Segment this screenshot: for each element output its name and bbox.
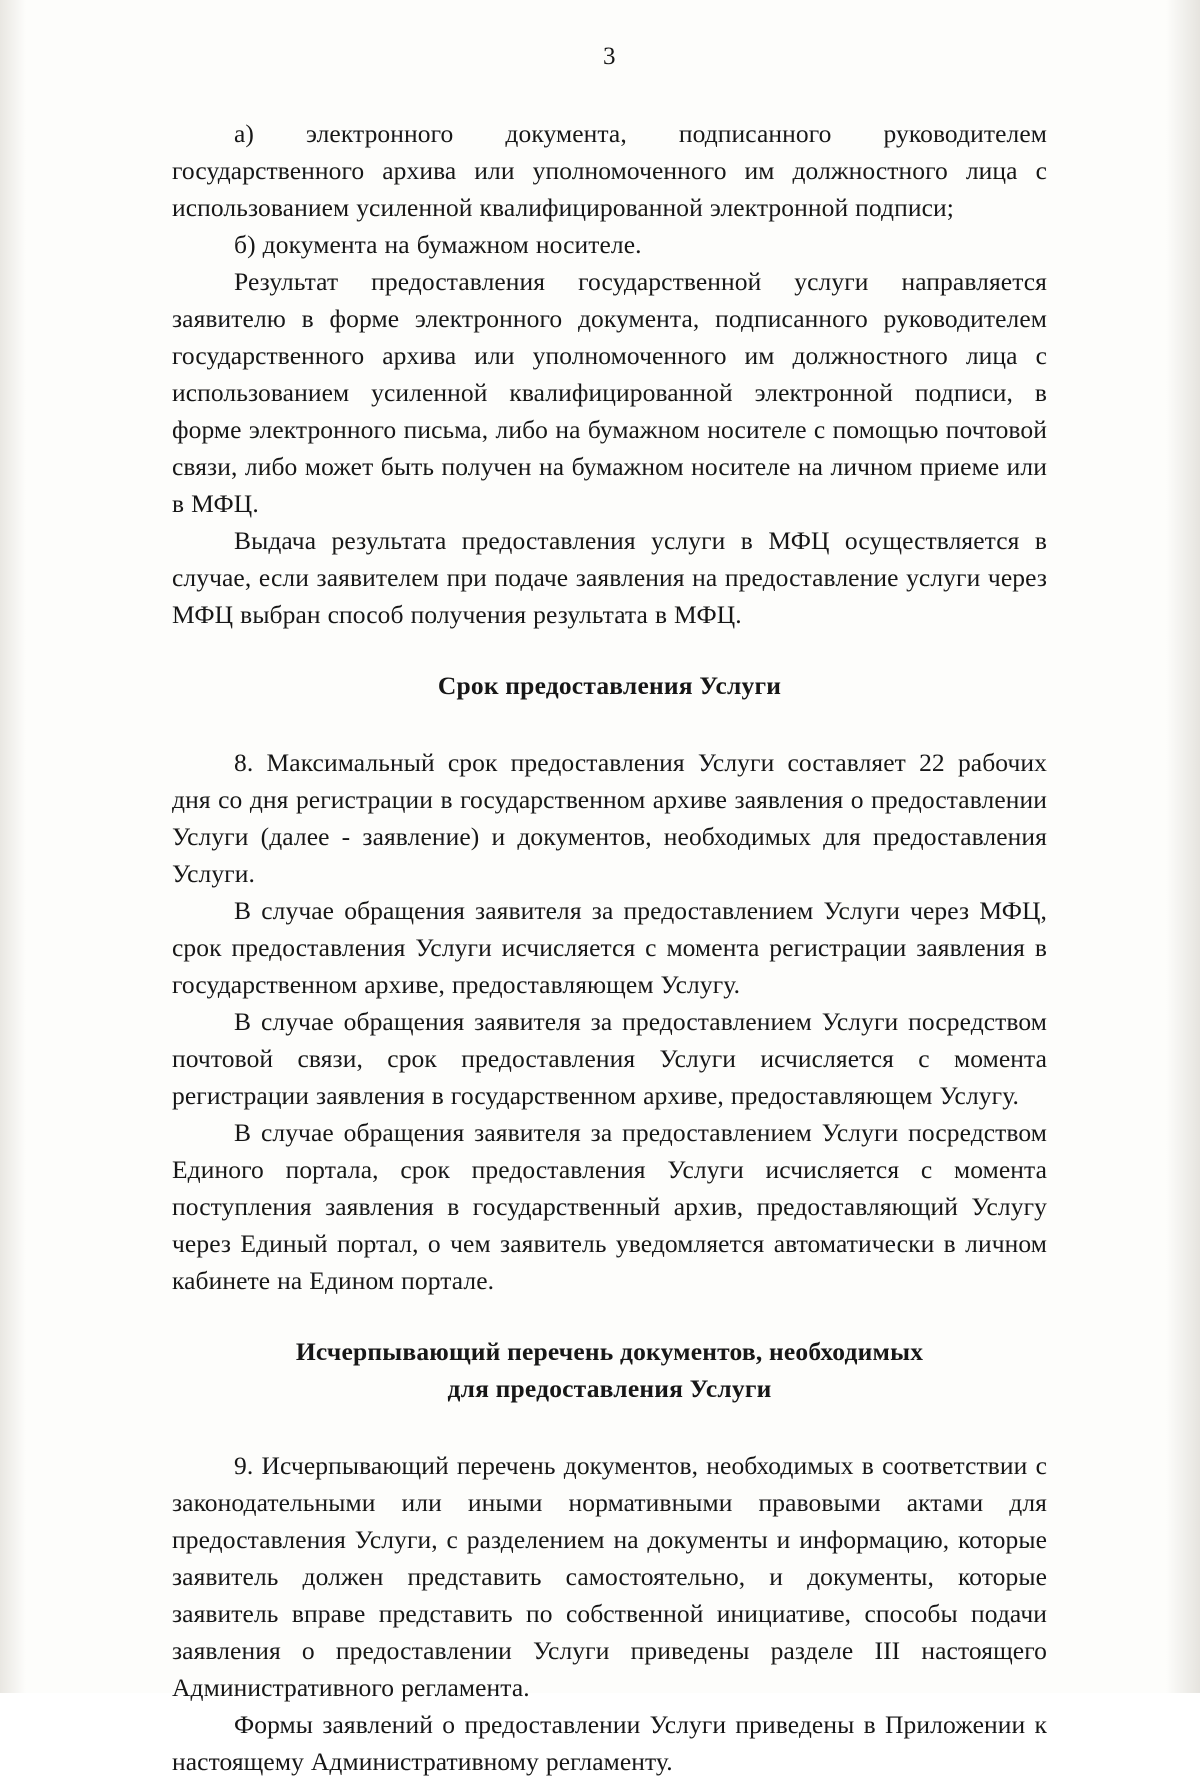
- spacer: [172, 704, 1047, 744]
- paragraph-item-a: а) электронного документа, подписанного руководителем государственного архива или уполномоченного им должностного лица с использованием усиленной квалифицированной электронной подписи;: [172, 119, 1047, 222]
- spacer: [172, 633, 1047, 667]
- paragraph-term-mfc: В случае обращения заявителя за предоставлением Услуги через МФЦ, срок предоставления Услуги исчисляется с момента регистрации заявления в государственном архиве, предоставляющем Услугу.: [172, 896, 1047, 999]
- heading-service-term: Срок предоставления Услуги: [437, 671, 782, 700]
- paragraph-item-b: б) документа на бумажном носителе.: [234, 230, 642, 259]
- page-number: 3: [603, 43, 616, 70]
- page-content: [172, 44, 1047, 1780]
- paragraph-term-post: В случае обращения заявителя за предоставлением Услуги посредством почтовой связи, срок предоставления Услуги исчисляется с момента регистрации заявления в государственном архиве, предоставляющем Услугу.: [172, 1007, 1047, 1110]
- paragraph-mfc-issue: Выдача результата предоставления услуги в МФЦ осуществляется в случае, если заявителем при подаче заявления на предоставление услуги через МФЦ выбран способ получения результата в МФЦ.: [172, 526, 1047, 629]
- spacer: [172, 1299, 1047, 1333]
- heading-documents-list-line-1: Исчерпывающий перечень документов, необходимых: [295, 1337, 924, 1366]
- spacer: [172, 1407, 1047, 1447]
- paragraph-term-portal: В случае обращения заявителя за предоставлением Услуги посредством Единого портала, срок предоставления Услуги исчисляется с момента поступления заявления в государственный архив, предоставляющий Услугу через Единый портал, о чем заявитель уведомляется автоматически в личном кабинете на Едином портале.: [172, 1118, 1047, 1295]
- heading-documents-list-line-2: для предоставления Услуги: [447, 1374, 772, 1403]
- paragraph-clause-8: 8. Максимальный срок предоставления Услуги составляет 22 рабочих дня со дня регистрации в государственном архиве заявления о предоставлении Услуги (далее - заявление) и документов, необходимых для предоставления Услуги.: [172, 748, 1047, 888]
- paragraph-clause-9: 9. Исчерпывающий перечень документов, необходимых в соответствии с законодательными или иными нормативными правовыми актами для предоставления Услуги, с разделением на документы и информацию, которые заявитель должен представить самостоятельно, и документы, которые заявитель вправе представить по собственной инициативе, способы подачи заявления о предоставлении Услуги приведены разделе III настоящего Административного регламента.: [172, 1451, 1047, 1702]
- paragraph-result-delivery: Результат предоставления государственной услуги направляется заявителю в форме электронного документа, подписанного руководителем государственного архива или уполномоченного им должностного лица с использованием усиленной квалифицированной электронной подписи, в форме электронного письма, либо на бумажном носителе с помощью почтовой связи, либо может быть получен на бумажном носителе на личном приеме или в МФЦ.: [172, 267, 1047, 518]
- paragraph-application-forms: Формы заявлений о предоставлении Услуги приведены в Приложении к настоящему Административному регламенту.: [172, 1710, 1047, 1776]
